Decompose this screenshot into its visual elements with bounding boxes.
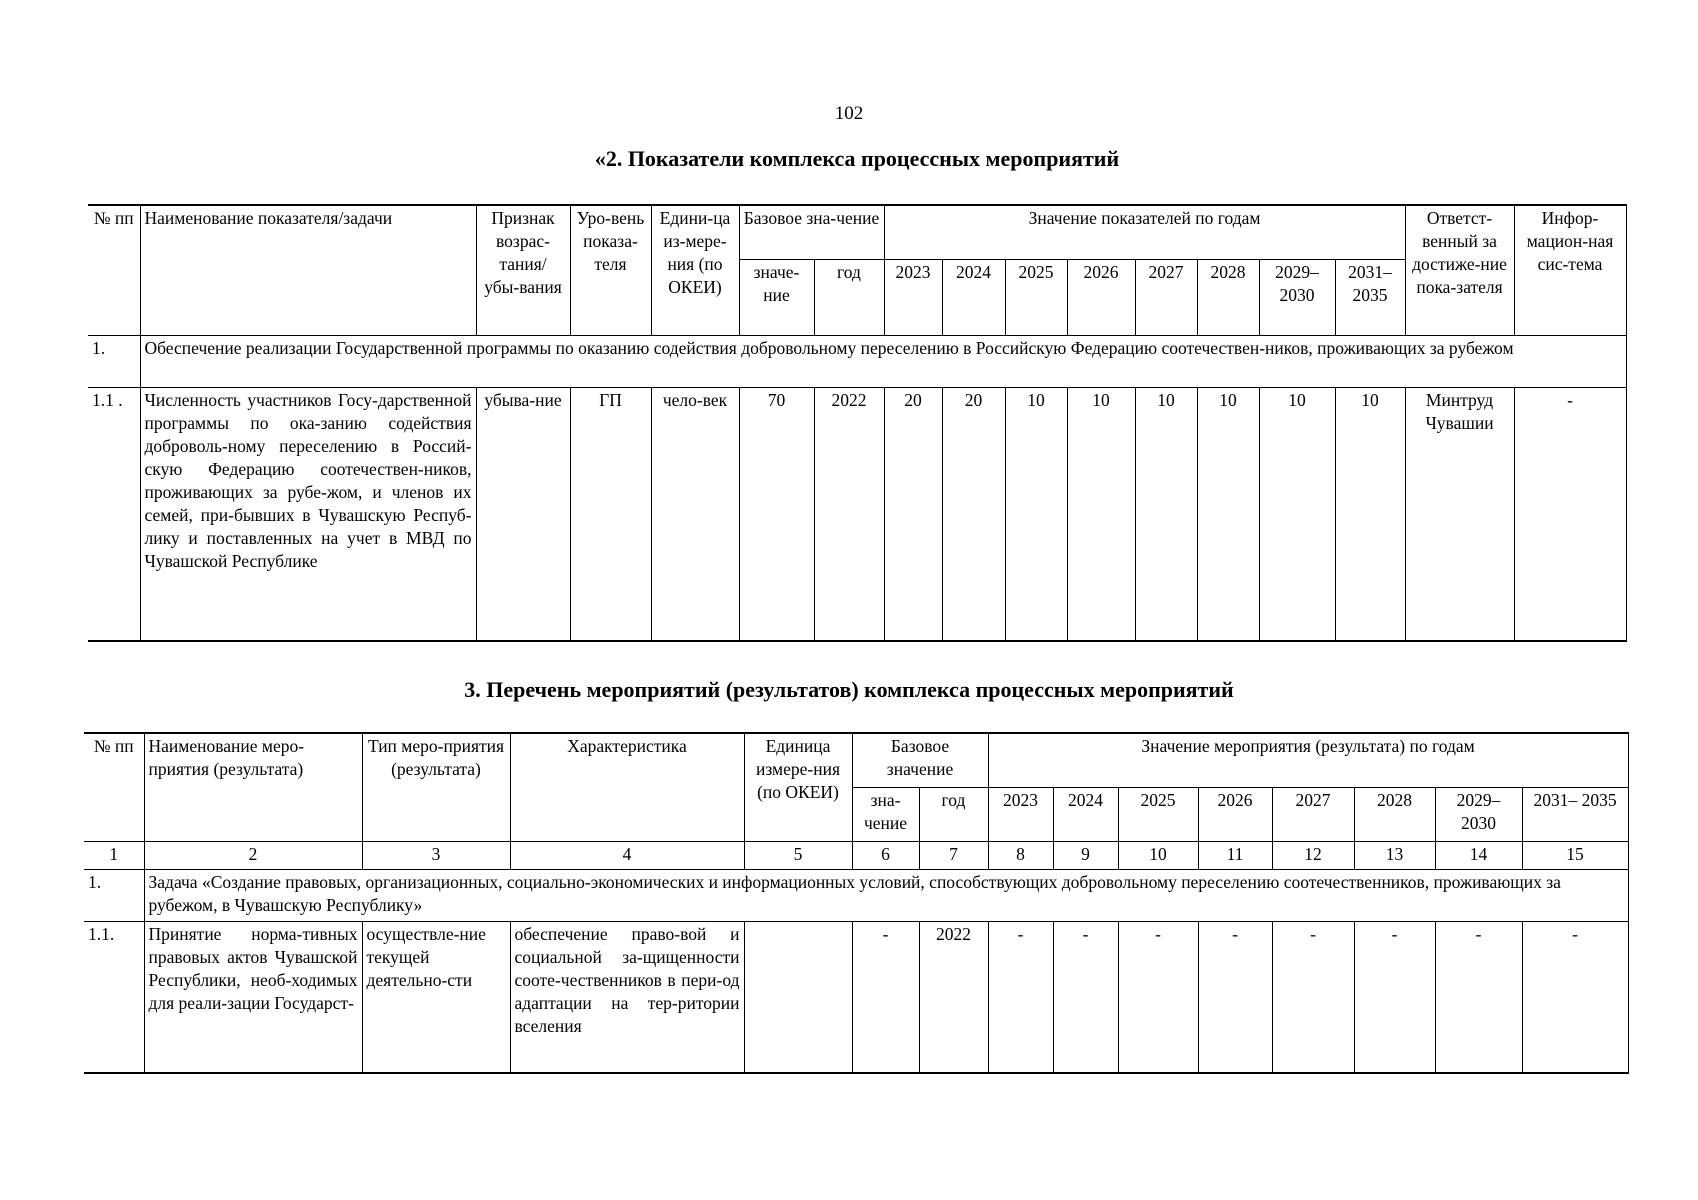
header-num: № пп [88, 205, 140, 335]
task-num: 1. [88, 335, 140, 387]
column-number: 7 [919, 841, 988, 869]
header-row [84, 733, 1628, 787]
column-numbers-row [84, 841, 1628, 869]
indicator-info-system: - [1514, 387, 1626, 641]
header-sign: Признак возрас-тания/ убы-вания [476, 205, 570, 335]
indicator-base-value: 70 [739, 387, 814, 641]
column-number: 8 [988, 841, 1053, 869]
event-value: - [1522, 921, 1628, 1073]
indicator-value: 20 [942, 387, 1005, 641]
header-year: 2023 [988, 787, 1053, 841]
indicator-value: 10 [1197, 387, 1259, 641]
column-number: 14 [1435, 841, 1522, 869]
task-text: Задача «Создание правовых, организационных, социально-экономических и информационных условий, способствующих добровольному переселению соотечественников, проживающих за рубежом, в Чувашскую Республику» [144, 869, 1628, 921]
header-base: Базовое значение [852, 733, 988, 787]
indicator-sign: убыва-ние [476, 387, 570, 641]
header-year: 2026 [1067, 259, 1135, 335]
header-base-year: год [814, 259, 884, 335]
column-number: 9 [1053, 841, 1118, 869]
header-year: 2026 [1198, 787, 1272, 841]
task-text: Обеспечение реализации Государственной программы по оказанию содействия добровольному переселению в Российскую Федерацию соотечествен-ников, проживающих за рубежом [140, 335, 1626, 387]
header-year: 2029– 2030 [1435, 787, 1522, 841]
page-number: 102 [834, 103, 864, 124]
section2-title: «2. Показатели комплекса процессных мероприятий [594, 146, 1120, 171]
column-number: 11 [1198, 841, 1272, 869]
column-number: 3 [362, 841, 510, 869]
task-row [84, 869, 1628, 921]
header-year: 2029– 2030 [1259, 259, 1335, 335]
event-characteristic: обеспечение право-вой и социальной за-щищенности сооте-чественников в пери-од адаптации на тер-ритории вселения [510, 921, 744, 1073]
event-base-year: 2022 [919, 921, 988, 1073]
header-year: 2027 [1272, 787, 1354, 841]
event-value: - [1354, 921, 1435, 1073]
column-number: 2 [144, 841, 362, 869]
column-number: 5 [744, 841, 852, 869]
header-years-group: Значение показателей по годам [884, 205, 1405, 259]
event-base-value: - [852, 921, 919, 1073]
indicator-level: ГП [570, 387, 651, 641]
indicator-unit: чело-век [651, 387, 739, 641]
column-number: 13 [1354, 841, 1435, 869]
header-name: Наименование меро-приятия (результата) [144, 733, 362, 841]
indicator-value: 20 [884, 387, 942, 641]
header-base-value: значе-ние [739, 259, 814, 335]
column-number: 1 [84, 841, 144, 869]
indicators-table [88, 204, 1627, 642]
indicator-base-year: 2022 [814, 387, 884, 641]
header-year: 2031– 2035 [1335, 259, 1405, 335]
header-info-system: Инфор-мацион-ная сис-тема [1514, 205, 1626, 335]
header-year: 2031– 2035 [1522, 787, 1628, 841]
indicator-value: 10 [1135, 387, 1197, 641]
event-value: - [1435, 921, 1522, 1073]
indicator-value: 10 [1067, 387, 1135, 641]
indicator-name: Численность участников Госу-дарственной программы по ока-занию содействия доброволь-ному переселению в Россий-скую Федерацию соотечествен-ников, проживающих за рубе-жом, и членов их семей, при-бывших в Чувашскую Респуб-лику и поставленных на учет в МВД по Чувашской Республике [140, 387, 476, 641]
event-unit [744, 921, 852, 1073]
header-base-value: зна-чение [852, 787, 919, 841]
header-years-group: Значение мероприятия (результата) по годам [988, 733, 1628, 787]
section3-title: 3. Перечень мероприятий (результатов) комплекса процессных мероприятий [464, 677, 1234, 702]
events-table [84, 732, 1629, 1074]
header-year: 2027 [1135, 259, 1197, 335]
header-num: № пп [84, 733, 144, 841]
header-year: 2023 [884, 259, 942, 335]
header-characteristic: Характеристика [510, 733, 744, 841]
header-base-year: год [919, 787, 988, 841]
header-type: Тип меро-приятия (результата) [362, 733, 510, 841]
header-unit: Едини-ца из-мере-ния (по ОКЕИ) [651, 205, 739, 335]
indicator-value: 10 [1259, 387, 1335, 641]
event-row [84, 921, 1628, 1073]
indicator-row [88, 387, 1626, 641]
indicator-responsible: Минтруд Чувашии [1405, 387, 1514, 641]
indicator-value: 10 [1005, 387, 1067, 641]
column-number: 6 [852, 841, 919, 869]
header-year: 2028 [1354, 787, 1435, 841]
event-value: - [1053, 921, 1118, 1073]
column-number: 15 [1522, 841, 1628, 869]
event-type: осуществле-ние текущей деятельно-сти [362, 921, 510, 1073]
event-value: - [1118, 921, 1198, 1073]
event-value: - [1198, 921, 1272, 1073]
event-num: 1.1. [84, 921, 144, 1073]
indicator-value: 10 [1335, 387, 1405, 641]
header-base: Базовое зна-чение [739, 205, 884, 259]
header-responsible: Ответст-венный за достиже-ние пока-зателя [1405, 205, 1514, 335]
event-value: - [1272, 921, 1354, 1073]
event-value: - [988, 921, 1053, 1073]
header-unit: Единица измере-ния (по ОКЕИ) [744, 733, 852, 841]
column-number: 10 [1118, 841, 1198, 869]
header-row [88, 205, 1626, 259]
task-row [88, 335, 1626, 387]
header-year: 2024 [942, 259, 1005, 335]
header-year: 2025 [1118, 787, 1198, 841]
column-number: 12 [1272, 841, 1354, 869]
header-year: 2025 [1005, 259, 1067, 335]
event-name: Принятие норма-тивных правовых актов Чувашской Республики, необ-ходимых для реали-зации Государст- [144, 921, 362, 1073]
header-name: Наименование показателя/задачи [140, 205, 476, 335]
task-num: 1. [84, 869, 144, 921]
indicator-num: 1.1 . [88, 387, 140, 641]
header-year: 2024 [1053, 787, 1118, 841]
column-number: 4 [510, 841, 744, 869]
header-year: 2028 [1197, 259, 1259, 335]
header-level: Уро-вень показа-теля [570, 205, 651, 335]
